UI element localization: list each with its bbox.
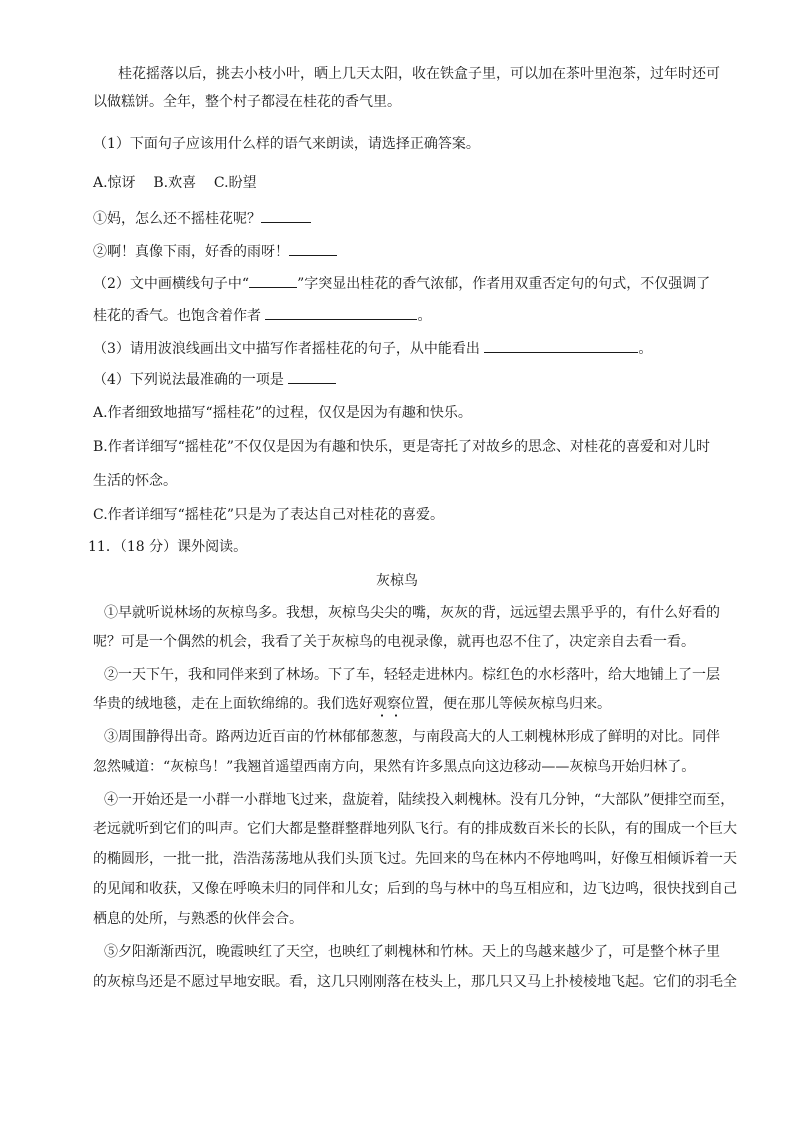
article-p4-line-2: 老远就听到它们的叫声。它们大都是整群整群地列队飞行。有的排成数百米长的长队，有的围成一个巨大 — [93, 821, 737, 837]
q4-prompt: （4）下列说法最准确的一项是 — [93, 372, 289, 388]
article-p2-text-a: 华贵的绒地毯，走在上面软绵绵的。我们选好 — [93, 696, 373, 712]
q4-prompt-line — [93, 369, 336, 390]
q3-text: （3）请用波浪线画出文中描写作者摇桂花的句子，从中能看出 — [93, 341, 485, 357]
q2-blank-2[interactable] — [265, 305, 417, 320]
q3-text-end: 。 — [638, 341, 653, 357]
article-p4-line-1: ④一开始还是一小群一小群地飞过来，盘旋着，陆续投入刺槐林。没有几分钟，“大部队”便排空而至， — [104, 792, 735, 808]
article-p4-line-5: 栖息的处所，与熟悉的伙伴会合。 — [93, 911, 303, 927]
article-p4-line-4: 的见闻和收获，又像在呼唤未归的同伴和儿女；后到的鸟与林中的鸟互相应和，边飞边鸣，很快找到自己 — [93, 881, 737, 897]
q4-option-b-line-1: B.作者详细写“摇桂花”不仅仅是因为有趣和快乐，更是寄托了对故乡的思念、对桂花的喜爱和对儿时 — [93, 439, 711, 455]
article-p3-line-1: ③周围静得出奇。路两边近百亩的竹林郁郁葱葱，与南段高大的人工刺槐林形成了鲜明的对比。同伴 — [104, 729, 720, 745]
q11-heading: 11．（18 分）课外阅读。 — [88, 539, 248, 555]
article-p4-line-3: 的椭圆形，一批一批，浩浩荡荡地从我们头顶飞过。先回来的鸟在林内不停地鸣叫，好像互相倾诉着一天 — [93, 851, 737, 867]
article-p1-line-1: ①早就听说林场的灰椋鸟多。我想，灰椋鸟尖尖的嘴，灰灰的背，远远望去黑乎乎的，有什么好看的 — [104, 605, 720, 621]
q1-options: A.惊讶 B.欢喜 C.盼望 — [93, 175, 257, 191]
article-p5-line-2: 的灰椋鸟还是不愿过早地安眠。看，这几只刚刚落在枝头上，那几只又马上扑棱棱地飞起。它们的羽毛全 — [93, 974, 737, 990]
q3-blank[interactable] — [484, 338, 638, 353]
q2-text-a: （2）文中画横线句子中“ — [93, 276, 250, 292]
q2-blank-1[interactable] — [249, 273, 297, 288]
q3-line — [93, 338, 652, 359]
article-p2-line-2 — [93, 694, 611, 714]
article-p1-line-2: 呢？可是一个偶然的机会，我看了关于灰椋鸟的电视录像，就再也忍不住了，决定亲自去看一看。 — [93, 634, 695, 650]
passage-line-1: 桂花摇落以后，挑去小枝小叶，晒上几天太阳，收在铁盒子里，可以加在茶叶里泡茶，过年时还可 — [118, 66, 720, 82]
article-p2-text-b: 位置，便在那儿等候灰椋鸟归来。 — [401, 696, 611, 712]
q2-text-end: 。 — [417, 308, 432, 324]
article-title: 灰椋鸟 — [376, 573, 418, 589]
q1-item-2-text: ②啊！真像下雨，好香的雨呀！ — [93, 244, 289, 260]
q1-item-1-blank[interactable] — [261, 208, 311, 223]
q2-text-c: 桂花的香气。也饱含着作者 — [93, 308, 266, 324]
q1-prompt: （1）下面句子应该用什么样的语气来朗读，请选择正确答案。 — [93, 136, 480, 152]
passage-line-2: 以做糕饼。全年，整个村子都浸在桂花的香气里。 — [93, 94, 401, 110]
q4-blank[interactable] — [288, 369, 336, 384]
article-p2-line-1: ②一天下午，我和同伴来到了林场。下了车，轻轻走进林内。棕红色的水杉落叶，给大地铺上了一层 — [104, 667, 720, 683]
q1-item-1-text: ①妈，怎么还不摇桂花呢？ — [93, 211, 261, 227]
q1-item-2 — [93, 241, 337, 262]
q4-option-a: A.作者细致地描写“摇桂花”的过程，仅仅是因为有趣和快乐。 — [93, 405, 472, 421]
article-p3-line-2: 忽然喊道：“灰椋鸟！”我翘首遥望西南方向，果然有许多黑点向这边移动——灰椋鸟开始归林了。 — [93, 759, 696, 775]
article-p2-dotted-word: 观察 — [373, 696, 401, 712]
article-p5-line-1: ⑤夕阳渐渐西沉，晚霞映红了天空，也映红了刺槐林和竹林。天上的鸟越来越少了，可是整个林子里 — [104, 944, 720, 960]
q2-line-1 — [93, 273, 710, 294]
q2-text-b: ”字突显出桂花的香气浓郁，作者用双重否定句的句式，不仅强调了 — [297, 276, 711, 292]
q2-line-2 — [93, 305, 431, 326]
q4-option-b-line-2: 生活的怀念。 — [93, 473, 177, 489]
q1-item-1 — [93, 208, 311, 229]
q4-option-c: C.作者详细写“摇桂花”只是为了表达自己对桂花的喜爱。 — [93, 507, 444, 523]
q1-item-2-blank[interactable] — [289, 241, 337, 256]
